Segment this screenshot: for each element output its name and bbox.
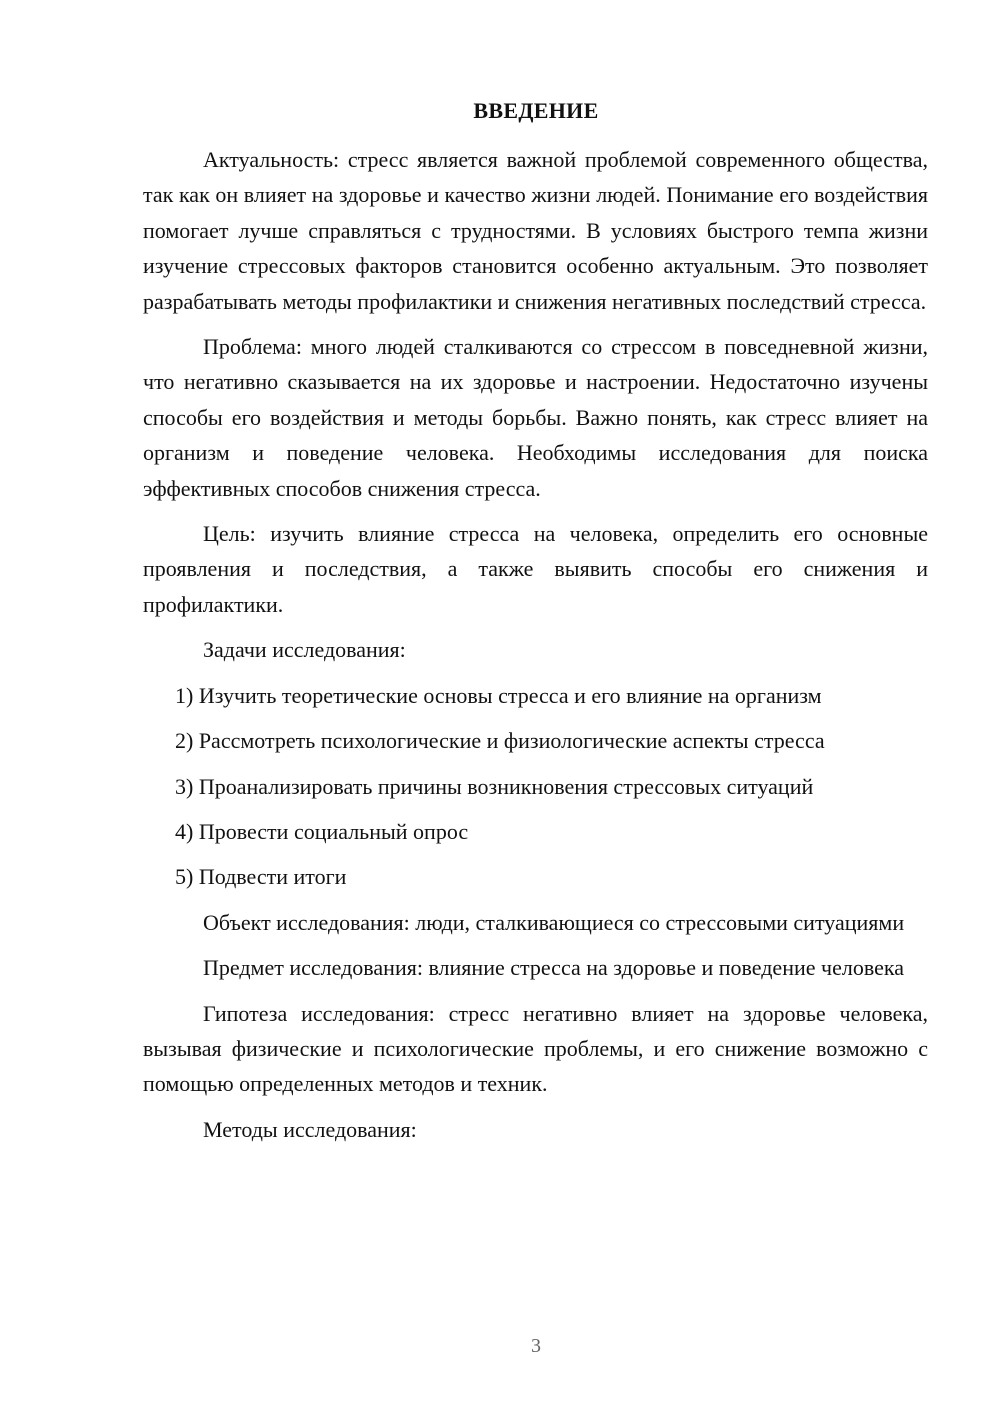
body-text — [143, 142, 928, 1157]
task-item: 3) Проанализировать причины возникновения стрессовых ситуаций — [175, 773, 814, 799]
paragraph-subject: Предмет исследования: влияние стресса на здоровье и поведение человека — [203, 955, 904, 981]
tasks-heading: Задачи исследования: — [203, 637, 406, 663]
paragraph-hypothesis: Гипотеза исследования: стресс негативно влияет на здоровье человека, вызывая физические и психологические проблемы, и его снижение возможно с помощью определенных методов и техник. — [143, 1000, 928, 1097]
section-title: ВВЕДЕНИЕ — [473, 98, 599, 123]
task-item: 1) Изучить теоретические основы стресса и его влияние на организм — [175, 682, 822, 708]
task-item: 4) Провести социальный опрос — [175, 818, 469, 844]
task-item: 5) Подвести итоги — [175, 864, 347, 890]
paragraph-relevance: Актуальность: стресс является важной проблемой современного общества, так как он влияет на здоровье и качество жизни людей. Понимание его воздействия помогает лучше справляться с трудностями. В условиях быстрого темпа жизни изучение стрессовых факторов становится особенно актуальным. Это позволяет разрабатывать методы профилактики и снижения негативных последствий стресса. — [143, 147, 928, 314]
paragraph-problem: Проблема: много людей сталкиваются со стрессом в повседневной жизни, что негативно сказывается на их здоровье и настроении. Недостаточно изучены способы его воздействия и методы борьбы. Важно понять, как стресс влияет на организм и поведение человека. Необходимы исследования для поиска эффективных способов снижения стресса. — [143, 334, 928, 501]
task-item: 2) Рассмотреть психологические и физиологические аспекты стресса — [175, 728, 825, 754]
methods-heading: Методы исследования: — [203, 1116, 417, 1142]
paragraph-goal: Цель: изучить влияние стресса на человека, определить его основные проявления и последствия, а также выявить способы его снижения и профилактики. — [143, 521, 928, 617]
page-number: 3 — [531, 1335, 541, 1357]
paragraph-object: Объект исследования: люди, сталкивающиеся со стрессовыми ситуациями — [203, 909, 905, 935]
